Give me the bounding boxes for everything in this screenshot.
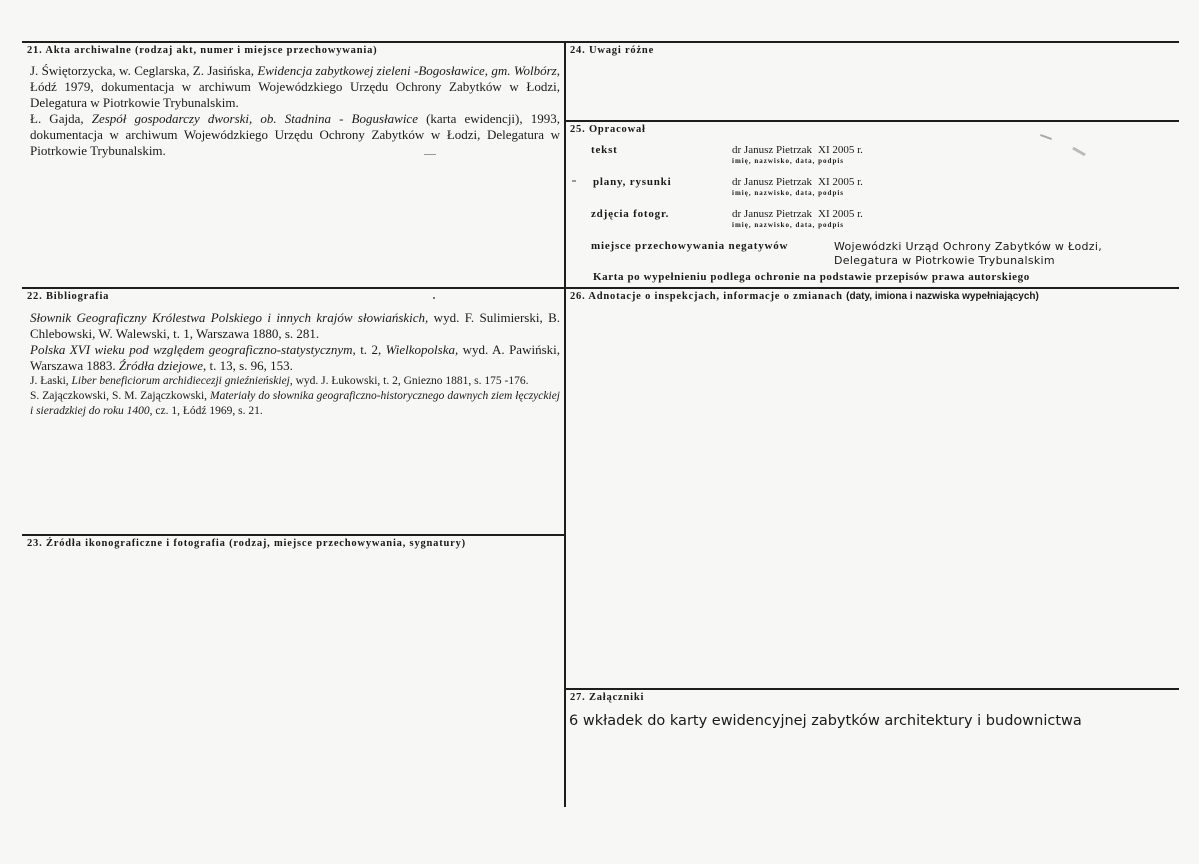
bibliography-entry: Polska XVI wieku pod względem geograficzno-statystycznym, t. 2, Wielkopolska, wyd. A. Pawiński, Warszawa 1883. Źródła dziejowe, t. 13, s. 96, 153. — [30, 342, 560, 373]
bibliography-entry: Słownik Geograficzny Królestwa Polskiego i innych krajów słowiańskich, wyd. F. Sulimierski, B. Chlebowski, W. Walewski, t. 1, Warszawa 1880, s. 281. — [30, 310, 560, 341]
center-divider — [564, 41, 566, 807]
section-23-header: 23. Źródła ikonograficzne i fotografia (rodzaj, miejsce przechowywania, sygnatury) — [27, 538, 466, 549]
section-22-body — [30, 310, 560, 419]
section-22-header: 22. Bibliografia — [27, 291, 110, 302]
negatives-location: Wojewódzki Urząd Ochrony Zabytków w Łodzi, Delegatura w Piotrkowie Trybunalskim — [834, 240, 1103, 267]
author-name: dr Janusz Pietrzak — [732, 176, 813, 188]
archive-entry: Ł. Gajda, Zespół gospodarczy dworski, ob. Stadnina - Bogusławice (karta ewidencji), 1993, dokumentacja w archiwum Wojewódzkiego Urzędu Ochrony Zabytków w Łodzi, Delegatura w Piotrkowie Trybunalskim. — [30, 111, 560, 158]
author-date: XI 2005 r. — [818, 176, 863, 188]
scan-speck — [424, 154, 436, 155]
negatives-label: miejsce przechowywania negatywów — [591, 240, 789, 252]
author-name: dr Janusz Pietrzak — [732, 144, 813, 156]
attachments-text: 6 wkładek do karty ewidencyjnej zabytków architektury i budownictwa — [569, 713, 1082, 729]
section-21-body — [30, 63, 560, 159]
author-caption: imię, nazwisko, data, podpis — [732, 189, 845, 197]
copyright-note: Karta po wypełnieniu podlega ochronie na podstawie przepisów prawa autorskiego — [593, 271, 1030, 283]
author-row-label: zdjęcia fotogr. — [591, 208, 670, 220]
section-27-header: 27. Załączniki — [570, 692, 645, 703]
scan-speck — [433, 297, 435, 299]
archive-entry: J. Świętorzycka, w. Ceglarska, Z. Jasińska, Ewidencja zabytkowej zieleni -Bogosławice, gm. Wolbórz, Łódź 1979, dokumentacja w archiwum Wojewódzkiego Urzędu Ochrony Zabytków w Łodzi, Delegatura w Piotrkowie Trybunalskim. — [30, 63, 560, 110]
bibliography-entry: S. Zajączkowski, S. M. Zajączkowski, Materiały do słownika geograficzno-historycznego dawnych ziem łęczyckiej i sieradzkiej do roku 1400, cz. 1, Łódź 1969, s. 21. — [30, 390, 560, 417]
divider-24-25 — [566, 120, 1179, 122]
divider-21-22 — [22, 287, 566, 289]
divider-22-23 — [22, 534, 566, 536]
author-name: dr Janusz Pietrzak — [732, 208, 813, 220]
author-caption: imię, nazwisko, data, podpis — [732, 221, 845, 229]
author-row-label: plany, rysunki — [593, 176, 672, 188]
author-date: XI 2005 r. — [818, 208, 863, 220]
section-25-header: 25. Opracował — [570, 124, 646, 135]
divider-25-26 — [566, 287, 1179, 289]
author-row-label: tekst — [591, 144, 618, 156]
bibliography-entry: J. Łaski, Liber beneficiorum archidiecezji gnieźnieńskiej, wyd. J. Łukowski, t. 2, Gniezno 1881, s. 175 -176. — [30, 375, 529, 387]
scan-speck — [1072, 147, 1086, 157]
scan-speck — [572, 180, 576, 182]
author-date: XI 2005 r. — [818, 144, 863, 156]
author-caption: imię, nazwisko, data, podpis — [732, 157, 845, 165]
section-21-header: 21. Akta archiwalne (rodzaj akt, numer i miejsce przechowywania) — [27, 45, 378, 56]
top-border — [22, 41, 1179, 43]
divider-26-27 — [566, 688, 1179, 690]
section-24-header: 24. Uwagi różne — [570, 45, 655, 56]
section-26-header: 26. Adnotacje o inspekcjach, informacje o zmianach (daty, imiona i nazwiska wypełniających) — [570, 291, 1039, 302]
scan-speck — [1040, 134, 1052, 140]
